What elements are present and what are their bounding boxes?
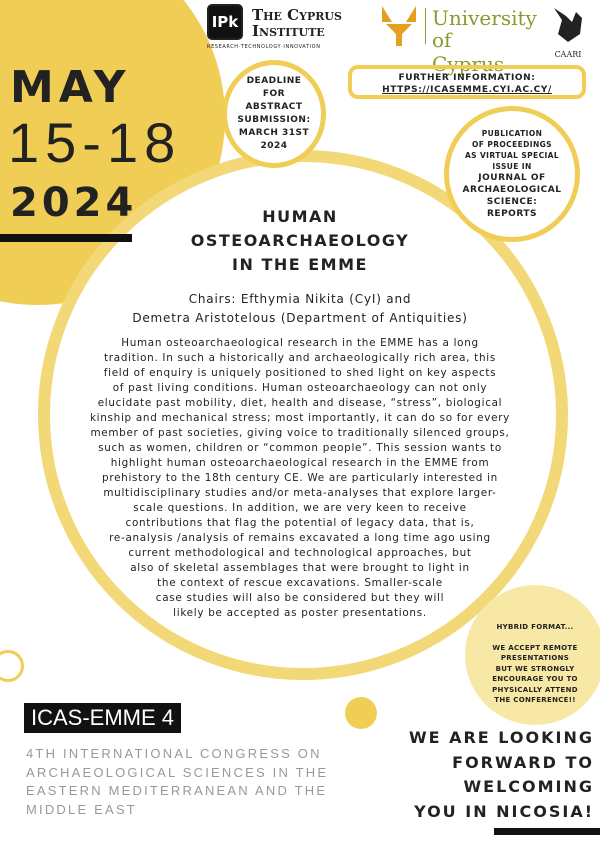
- description-line: kinship and mechanical stress; most importantly, it can do so for every: [89, 412, 511, 424]
- hybrid-line: BUT WE STRONGLY: [495, 664, 575, 673]
- description-line: Human osteoarchaeological research in the EMME has a long: [121, 337, 479, 349]
- month: MAY: [10, 62, 131, 113]
- further-info-box: [348, 65, 586, 99]
- description-line: the context of rescue excavations. Smaller-scale: [157, 577, 443, 589]
- title-line: HUMAN: [262, 207, 338, 226]
- congress-line: EASTERN MEDITERRANEAN AND THE: [26, 783, 328, 798]
- publication-line: OF PROCEEDINGS: [472, 140, 552, 149]
- hybrid-line: PRESENTATIONS: [500, 654, 570, 662]
- cyi-tagline: RESEARCH·TECHNOLOGY·INNOVATION: [207, 44, 321, 50]
- ucy-tree-icon: [378, 4, 420, 46]
- publication-line: PUBLICATION: [481, 129, 543, 138]
- year-underline: [0, 234, 132, 242]
- welcome-underline: [494, 828, 600, 835]
- description-line: such as women, children or “common people”. This session wants to: [98, 442, 502, 454]
- congress-line: 4TH INTERNATIONAL CONGRESS ON: [26, 746, 322, 761]
- description-line: re-analysis /analysis of remains excavated a long time ago using: [109, 532, 491, 544]
- description-line: likely be accepted as poster presentations.: [173, 607, 427, 619]
- description-line: highlight human osteoarchaeological research in the EMME from: [110, 457, 490, 469]
- caari-logo: [548, 4, 588, 60]
- deadline-line: DEADLINE: [246, 76, 302, 86]
- hybrid-line: THE CONFERENCE!!: [494, 696, 576, 704]
- hybrid-text: [470, 622, 600, 706]
- deadline-text: [224, 75, 324, 153]
- congress-badge: ICAS-EMME 4: [24, 703, 181, 733]
- chairs-line: Chairs: Efthymia Nikita (CyI) and: [188, 292, 412, 306]
- congress-name: [26, 745, 386, 819]
- congress-line: MIDDLE EAST: [26, 801, 137, 817]
- welcome-line: WE ARE LOOKING: [408, 728, 594, 747]
- small-ring: [0, 650, 24, 682]
- deadline-line: ABSTRACT: [245, 102, 303, 112]
- session-description: [60, 336, 540, 621]
- deadline-line: MARCH 31ST: [238, 128, 310, 138]
- publication-line: ISSUE IN: [492, 162, 532, 171]
- journal-line: ARCHAEOLOGICAL: [462, 185, 562, 195]
- small-dot: [345, 697, 377, 729]
- university-of-cyprus-logo: [378, 4, 537, 76]
- description-line: tradition. In such a historically and archaeologically rich area, this: [104, 352, 496, 364]
- days: 15-18: [8, 111, 182, 174]
- description-line: field of enquiry is uniquely positioned to shed light on key aspects: [103, 367, 497, 379]
- welcome-line: WELCOMING: [463, 777, 594, 796]
- journal-line: SCIENCE:: [486, 197, 538, 207]
- hybrid-line: PHYSICALLY ATTEND: [492, 685, 578, 694]
- title-line: IN THE EMME: [232, 255, 368, 274]
- further-info-label: FURTHER INFORMATION:: [398, 73, 536, 83]
- cyprus-institute-logo: [207, 4, 352, 52]
- congress-line: ARCHAEOLOGICAL SCIENCES IN THE: [26, 764, 329, 780]
- journal-line: REPORTS: [487, 209, 537, 219]
- publication-line: AS VIRTUAL SPECIAL: [464, 151, 560, 160]
- cyi-mark: IPk: [207, 4, 243, 40]
- description-line: scale questions. In addition, we are very keen to receive: [133, 502, 467, 514]
- session-title: [130, 205, 470, 277]
- caari-label: CAARI: [554, 50, 582, 59]
- description-line: current methodological and technological approaches, but: [128, 547, 472, 559]
- ucy-name: University: [432, 6, 537, 30]
- hybrid-line: WE ACCEPT REMOTE: [492, 643, 578, 652]
- description-line: prehistory to the 18th century CE. We are particularly interested in: [102, 472, 498, 484]
- deadline-line: FOR: [262, 89, 286, 99]
- journal-line: JOURNAL OF: [478, 173, 546, 183]
- chairs-line: Demetra Aristotelous (Department of Antiquities): [132, 311, 468, 325]
- description-line: also of skeletal assemblages that were brought to light in: [130, 562, 470, 574]
- deadline-line: SUBMISSION:: [237, 115, 311, 125]
- welcome-line: YOU IN NICOSIA!: [414, 801, 594, 821]
- description-line: multidisciplinary studies and/or meta-analyses that explore larger-: [103, 487, 497, 499]
- title-line: OSTEOARCHAEOLOGY: [190, 231, 410, 250]
- description-line: contributions that flag the potential of legacy data, that is,: [125, 517, 475, 529]
- conference-url-link[interactable]: HTTPS://ICASEMME.CYI.AC.CY/: [382, 85, 552, 95]
- description-line: case studies will also be considered but they will: [155, 592, 445, 604]
- hybrid-line: ENCOURAGE YOU TO: [492, 675, 578, 683]
- welcome-text: [364, 726, 594, 824]
- cyi-name-2: Institute: [252, 22, 325, 40]
- description-line: member of past societies, giving voice to traditionally silenced groups,: [90, 427, 510, 439]
- deadline-line: 2024: [260, 141, 288, 151]
- ucy-name-2: of Cyprus: [432, 28, 505, 76]
- hybrid-title: HYBRID FORMAT...: [496, 623, 574, 631]
- session-chairs: [80, 290, 520, 328]
- description-line: elucidate past mobility, diet, health and disease, “stress”, biological: [97, 397, 503, 409]
- caari-bird-icon: [548, 4, 588, 46]
- description-line: of past living conditions. Human osteoarchaeology can not only: [112, 382, 488, 394]
- welcome-line: FORWARD TO: [452, 752, 594, 772]
- year: 2024: [10, 180, 138, 226]
- cyi-name: The Cyprus: [252, 6, 342, 24]
